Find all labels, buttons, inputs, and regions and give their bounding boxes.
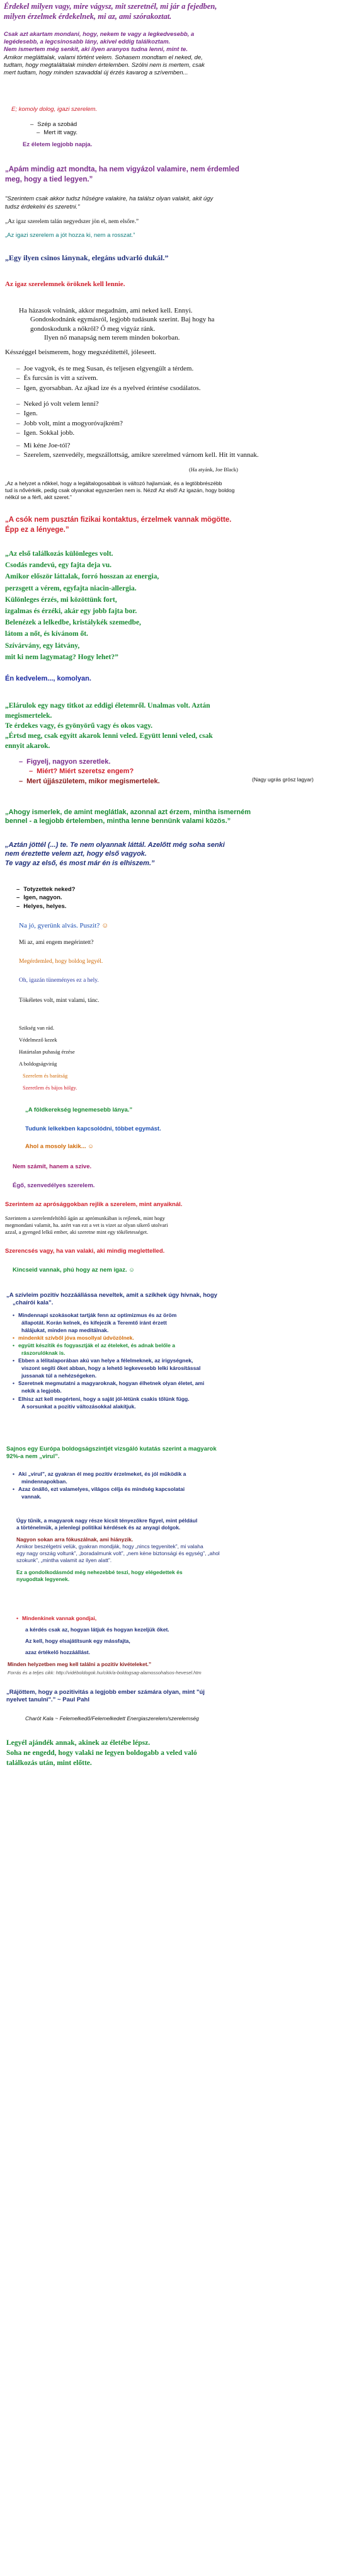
list-item: rászorulóknak is. [21,1350,66,1357]
text-line: „Ahogy ismerlek, de amint meglátlak, azonnal azt érzem, mintha ismerném [5,808,251,816]
list-item: – Totyzettek neked? [16,886,75,894]
text-line: Szerencsés vagy, ha van valaki, aki mindig meglettelled. [5,1248,165,1255]
s1-list [30,121,77,138]
dialog-list [16,400,123,438]
text-line: megmondani valamit, ha. azért van ezt a vet is vizet az olyan sikerő utolvari [5,1222,168,1229]
text-line [13,1267,135,1274]
list-item: – És furcsán is vitt a szívem. [16,374,331,382]
text-line: Soha ne engedd, hogy valaki ne legyen boldogabb a veled való [6,1749,197,1757]
list-item: hálájukat, minden nap meditálnak. [21,1327,109,1334]
list-item: jussanak túl a nehézségeken. [21,1372,97,1379]
list-item: – Figyelj, nagyon szeretlek. [19,757,334,766]
poem-line: perzsgett a vérem, egyfajta niacin-allergia. [5,584,137,592]
paragraph [19,306,328,342]
text-line: Úgy tűnik, a magyarok nagy része kicsit tényezőkre figyel, mint például [16,1517,198,1524]
paragraph [16,1517,331,1583]
list-item: viszont segíti őket abban, hogy a lehető legkevesebb lelki károsítással [21,1365,201,1372]
text-line: tud is nővérkék, pedig csak olyanokat egyszerűen nem is. Nézd! Az első! Az igazán, hogy boldog [5,487,235,494]
intro-line: legédesebb, a legcsinosabb lány, akivel eddig találkoztam. [4,38,171,45]
list-item: – Mert itt vagy. [30,129,77,137]
text-line: találkozás után, mint előtte. [6,1759,92,1767]
list-item: Az kell, hogy elsajátítsunk egy mássfajta, [25,1638,130,1644]
text-line: Késszéggel beismerem, hogy megszédítettél, jóleseett. [5,348,156,356]
list-item: • Mindenkinek vannak gondjai, [16,1613,331,1624]
text-line: megismertelek. [5,712,52,720]
smile-icon: ☺ [88,1143,94,1150]
intro-line: tudtam, hogy megtaláltalak minden értelemben. Szólni nem is mertem, csak [4,61,205,69]
text-line: Oh, igazán tüneményes ez a hely. [19,977,99,984]
list-item: – Igen. [16,409,123,418]
intro-line: Csak azt akartam mondani, hogy, nekem te vagy a legkedvesebb, a [4,30,195,38]
quote-block [5,808,335,826]
text-line: azzal, a gyenged lelkű ember, aki szeretne mint egy tökéletességet. [5,1229,149,1236]
text-line: nélkül se a férfi, akit szeret.” [5,494,72,501]
list-item: azaz értékelő hozzáállást. [25,1649,90,1655]
text-line: szokunk”, „mintha valamit az ilyen alatt”. [16,1557,112,1564]
text-line: Mi az, ami engem megérintett? [19,940,94,946]
smile-icon: ☺ [101,922,109,929]
list-item: Szikség van rád. [19,1025,54,1031]
poem-line: Szívárvány, egy látvány, [5,641,80,650]
poem-line: Csodás randevú, egy fajta deja vu. [5,561,111,570]
quote-line: „Az igazi szerelem a jót hozza ki, nem a rosszat.” [5,232,135,239]
poem-line: „Az első találkozás különleges volt. [5,550,113,558]
text-line [19,921,108,930]
intro [6,1446,334,1461]
text-line: Ha házasok volnánk, akkor megadnám, ami neked kell. Ennyi. [19,307,193,314]
text-line: Ez a gondolkodásmód még nehezebbé teszi, hogy elégedettek és [16,1569,183,1576]
paragraph [5,1215,335,1236]
text-line: Amikor beszélgetni velük, gyakran mondják, hogy „nincs tegyenitek”, mi valaha [16,1543,203,1550]
dialog-list [16,364,331,393]
list-item: Védelmező kezek [19,1037,57,1043]
list-item: – Helyes, helyes. [16,903,75,911]
quote-line: tudsz érdekelni és szeretni." [5,204,80,210]
poem [5,548,159,663]
text-line: „A szívleim pozitív hozzáállássa neveltek, amit a szíkhek úgy hívnak, hogy [6,1292,217,1299]
text-line: Nem számít, hanem a szive. [13,1163,92,1170]
text-line: Legyél ajándék annak, akinek az életébe lépsz. [6,1739,151,1747]
intro-line: Amikor megláttalak, valami történt velem. Sohasem mondtam el neked, de, [4,54,203,61]
list-item: – Igen. Sokkal jobb. [16,428,123,437]
list-item: A sorsunkat a pozitív változásokkal alakítjuk. [21,1403,136,1410]
text-line: „Rájöttem, hogy a pozitivitás a legjobb ember számára olyan, mint "új [6,1689,205,1696]
list-item: – Szerelem, szenvedély, megszállottság, amikre szerelmed várnom kell. Hit itt vannak. [16,451,331,459]
text-line [25,1143,94,1151]
dialog-list [16,441,331,461]
list-item: – Jobb volt, mint a mogyoróvajkrém? [16,419,123,428]
smile-icon: ☺ [129,1267,135,1274]
source-link[interactable]: Forrás és a teljes cikk: http://vidéboldogok.hu/cikk/a-boldogsag-alamossohalsos-hevesel.htm [8,1670,202,1676]
poem-line: Belenézek a lelkedbe, kristálykék szemedbe, [5,619,141,627]
intro-line: Érdekel milyen vagy, mire vágysz, mit szeretnél, mi jár a fejedben, [4,2,217,11]
text-line: ennyit akarok. [5,742,50,750]
text-line: egy nagy ország voltunk”, „boradalmunk volt”, „nem kéne biztonsági és egység”, „ahol [16,1550,220,1557]
list [19,1022,77,1094]
text-line: 92%-a nem „virul”. [6,1453,60,1461]
poem-line: látom a nőt, és kívánom őt. [5,630,88,638]
text-line: Minden helyzetben meg kell találni a pozitív kivételeket.” [8,1661,152,1667]
list-item: A boldogságvirág [19,1061,57,1067]
list-item: • Szeretnek megmutatni a magyaroknak, hogyan élhetnek olyan életet, ami [13,1380,333,1387]
section-title: Épp ez a lényege.” [5,526,69,534]
text-line: gondoskodunk a nőkről? Ő meg vigyáz ránk. [30,325,156,333]
list-item: – Igen, gyorsabban. Az ajkad ize és a nyelved érintése csodálatos. [16,384,331,393]
bullet-list [13,1312,333,1411]
quote-block [5,841,335,868]
text-line: Tudunk lelkekben kapcsolódni, többet egymást. [25,1125,161,1132]
text-line: nyugodtak legyenek. [16,1576,70,1583]
text-line: Sajnos egy Európa boldogságszintjét vizsgáló kutatás szerint a magyarok [6,1446,217,1452]
text-line: Szerintem a szerelemfeltöltő ágán az aprómunkában is rejlenek, mint hogy [5,1215,165,1221]
credit: Charót Kala ~ Felemelkedő/Felemelkedett Energiaszerelem/szerelemség [25,1715,199,1722]
poem-line: izgalmas és érzéki, akár egy jobb fajta bor. [5,607,137,616]
list-item: Szeretlem és bájos hölgy. [23,1084,77,1091]
list-item: Szerelem és barátság [23,1072,68,1079]
quote-line: „Az igaz szerelem talán negyedszer jön el, nem elsőre.” [5,219,139,225]
list-item: – Szép a szobád [30,121,77,129]
list-item: nekik a legjobb. [21,1388,62,1394]
note-block [5,480,335,501]
text-line: bennel - a legjobb értelemben, mintha lenne bennünk valami közös.” [5,817,231,825]
text-line: a történelmük, a jelenlegi politikai kérdések és az anyagi dolgok. [16,1524,181,1531]
list-item: • Elhisz azt kell megérteni, hogy a saját jól-létünk csakis tőlünk függ. [13,1396,333,1403]
list-item: • mindenkit szívből jóva mosollyal üdvözölnek. [13,1335,333,1342]
section-subtitle: Az igaz szerelemnek öröknek kell lennie. [5,280,125,288]
list-item: – Igen, nagyon. [16,894,75,902]
text-line: „Értsd meg, csak egyítt akarok lenni veled. Együtt lenni veled, csak [5,732,213,740]
text-line: Nagyon sokan arra fókuszálnak, ami hiányzik. [16,1536,134,1543]
text: Ahol a mosoly lakik... [25,1143,86,1150]
list-item: – Neked jó volt velem lenni? [16,400,123,408]
list-item: állapotát. Korán kelnek, és kifejezik a Teremtő iránt érzett [21,1320,167,1326]
bullet-list [13,1471,333,1501]
poem-line: mit ki nem lagymatag? Hogy lehet?” [5,653,118,661]
poem-line: Különleges érzés, mi közöttünk fort, [5,595,117,604]
text-line: Te érdekes vagy, és gyönyörű vagy és okos vagy. [5,722,153,730]
footer-block [6,1738,334,1768]
quote-line: meg, hogy a tied legyen.” [5,176,93,183]
intro-line: mert tudtam, hogy minden szavaddal új érzés kavarog a szívemben... [4,69,188,77]
text-line: „Elárulok egy nagy titkot az eddigi életemről. Unalmas volt. Aztán [5,702,210,710]
text-line: nem éreztette velem azt, hogy első vagyok. [5,850,147,858]
quote-block [5,701,335,751]
text-line: Megérdemled, hogy boldog legyél. [19,958,103,965]
list-item: mindennapokban. [21,1478,67,1485]
intro [6,1292,334,1308]
list-item: • Azaz önálló, ezt valamelyes, világos célja és mindség kapcsolatai [13,1486,333,1493]
section-title: E; komoly dolog, igazi szerelem. [11,106,98,113]
list-item: • Ebben a lélitalaporában akú van helye a félelmeknek, az irigységnek, [13,1357,333,1364]
list-item: – Mert újjászületem, mikor megismertelek. [19,777,334,786]
text-line: „chaírói kala”. [13,1299,54,1307]
text-line: Ilyen nő manapság nem terem minden bokorban. [44,333,180,342]
quote-line: „Apám mindig azt mondta, ha nem vigyázol valamire, nem érdemled [5,166,239,173]
intro-block [4,1,334,78]
bullet-list [16,1613,331,1659]
list-item: – Miért? Miért szeretsz engem? [19,767,334,776]
credit: (Nagy ugrás grósz lagyar) [252,776,314,783]
text-line: Te vagy az első, és most már én is elhiszem.” [5,859,155,867]
section-subtitle: Ez életem legjobb napja. [23,141,93,148]
text-line: Én kedvelem..., komolyan. [5,675,91,682]
list-item: Határtalan puhaság érzése [19,1049,75,1055]
text-line: „Az a helyzet a nőkkel, hogy a legáltalogosabbak is változó hajlamúak, és a legtöbbrészébb [5,480,222,486]
text-line: „Aztán jöttél (...) te. Te nem olyannak láttál. Azelőtt még soha senki [5,841,225,849]
intro-line: milyen érzelmek érdekelnek, mi az, ami szórakoztat. [4,12,172,21]
quote-line: "Szerintem csak akkor tudsz hűségre valakire, ha találsz olyan valakit, akit úgy [5,195,214,202]
intro-line: Nem ismertem még senkit, aki ilyen aranyos tudna lenni, mint te. [4,46,188,54]
text-line: Tökéletes volt, mint valami, tánc. [19,998,100,1004]
quote-line: „A földkerekség legnemesebb lánya.” [25,1107,133,1113]
list-item: vannak. [21,1493,42,1500]
text: Na jó, gyerünk alvás. Puszit? [19,922,100,929]
text-line: Gondoskodnánk egymásról, legjobb tudásunk szerint. Baj hogy ha [30,316,215,324]
text-line: nyelvet tanulni".” ~ Paul Pahl [6,1696,89,1704]
section-title: „Egy ilyen csinos lánynak, elegáns udvarló dukál.” [5,253,169,262]
list-item: • együtt készítik és fogyasztják el az ételeket, és adnak belőle a [13,1342,333,1349]
credit: (Ha atyánk, Joe Black) [189,466,238,473]
text-line: Szerintem az aprósággokban rejlik a szerelem, mint anyaiknál. [5,1201,183,1208]
list-item: • Aki „virul”, az gyakran él meg pozitív érzelmeket, és jól működik a [13,1471,333,1478]
list-item: • Mindennapi szokásokat tartják fenn az optimizmus és az öröm [13,1312,333,1319]
section-title: „A csók nem pusztán fizikai kontaktus, érzelmek vannak mögötte. [5,516,232,524]
list-item: a kérdés csak az, hogyan látjuk és hogyan kezeljük őket. [25,1626,169,1633]
dialog-list [16,886,75,911]
text-line: Égő, szenvedélyes szerelem. [13,1182,95,1189]
list-item: – Mi kéne Joe-tól? [16,441,331,450]
quote-block [6,1689,334,1705]
list-item: – Joe vagyok, és te meg Susan, és teljesen elgyengült a térdem. [16,364,331,373]
text: Kincseid vannak, phú hogy az nem igaz. [13,1267,127,1274]
poem-line: Amikor először láttalak, forró hosszan az energia, [5,573,159,581]
